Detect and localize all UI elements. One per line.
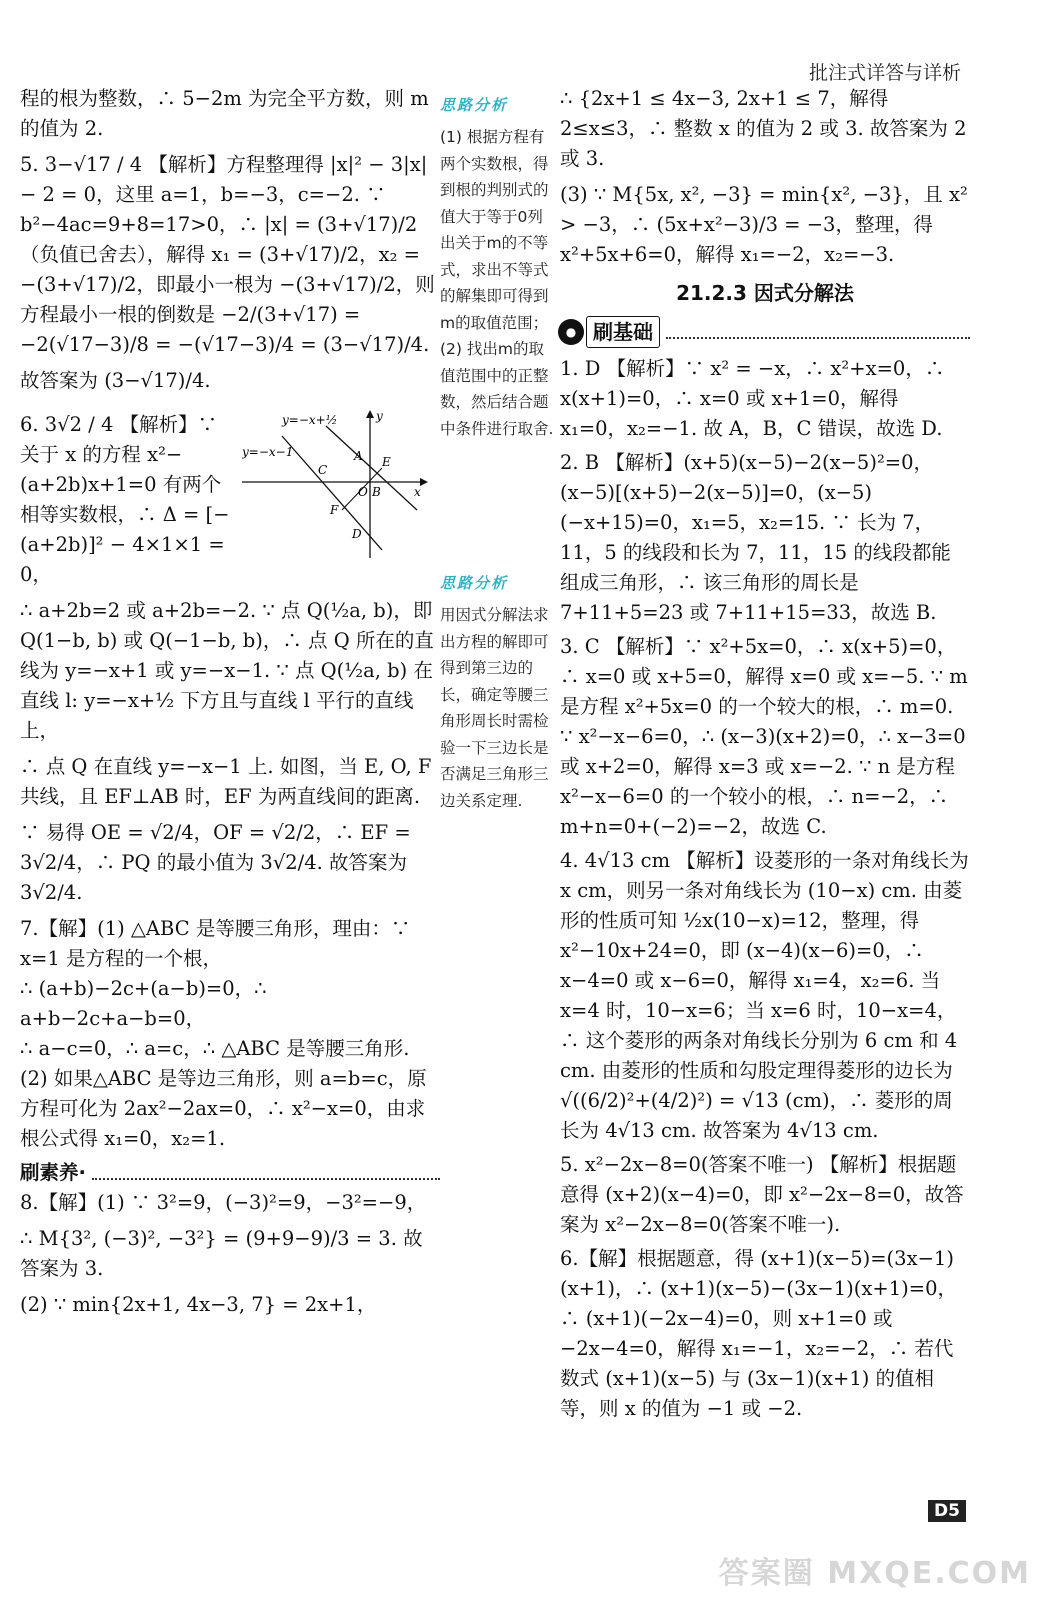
watermark: 答案圈 MXQE.COM [718,1556,1031,1591]
fig-label-E: E [382,455,391,469]
right-para-q1: 1. D 【解析】∵ x² = −x，∴ x²+x=0，∴ x(x+1)=0，∴ x=0 或 x+1=0，解得 x₁=0，x₂=−1. 故 A，B，C 错误，故选 D. [560,357,945,440]
note-text-1: (1) 根据方程有两个实数根，得到根的判别式的值大于等于0列出关于m的不等式，求出不等式的解集即可得到m的取值范围；(2) 找出m的取值范围中的正整数，然后结合题中条件进行取舍. [440,128,554,438]
fig-label-line2: y=−x−1 [242,445,294,459]
fig-label-y: y [376,410,383,423]
left-para-q6-cont: ∴ a+2b=2 或 a+2b=−2. ∵ 点 Q(½a, b)，即 Q(1−b, b) 或 Q(−1−b, b)，∴ 点 Q 所在的直线为 y=−x+1 或 y=−x−1. ∵ 点 Q(½a, b) 在直线 l: y=−x+½ 下方且与直线 l 平行的直线上， [20,599,434,742]
section-title: 21.2.3 因式分解法 [676,281,854,305]
left-para-q7-3: ∴ a−c=0，∴ a=c，∴ △ABC 是等腰三角形. [20,1037,410,1060]
left-para-q5: 5. 3−√17 / 4 【解析】方程整理得 |x|² − 3|x| − 2 = 0，这里 a=1，b=−3，c=−2. ∵ b²−4ac=9+8=17>0，∴ |x| = (3+√17)/2（负值已舍去），解得 x₁ = (3+√17)/2，x₂ = −(3+√17)/2，即最小一根为 −(3+√17)/2，则方程最小一根的倒数是 −2/(3+√17) = −2(√17−3)/8 = −(√17−3)/4 = (3−√17)/4. [20,153,435,356]
right-para-q5: 5. x²−2x−8=0(答案不唯一) 【解析】根据题意得 (x+2)(x−4)=0，即 x²−2x−8=0，故答案为 x²−2x−8=0(答案不唯一). [560,1153,964,1236]
left-para-q7-1: 7.【解】(1) △ABC 是等腰三角形，理由：∵ x=1 是方程的一个根， [20,917,411,970]
note-head-2: 思路分析 [440,574,509,592]
right-para-q6: 6.【解】根据题意，得 (x+1)(x−5)=(3x−1)(x+1)，∴ (x+1)(x−5)−(3x−1)(x+1)=0，∴ (x+1)(−2x−4)=0，则 x+1=0 或 −2x−4=0，解得 x₁=−1，x₂=−2，∴ 若代数式 (x+1)(x−5) 与 (3x−1)(x+1) 的值相等，则 x 的值为 −1 或 −2. [560,1247,957,1420]
fig-label-F: F [330,503,339,517]
right-para-q4: 4. 4√13 cm 【解析】设菱形的一条对角线长为 x cm，则另一条对角线长为 (10−x) cm. 由菱形的性质可知 ½x(10−x)=12，整理，得 x²−10x+24=0，即 (x−4)(x−6)=0，∴ x−4=0 或 x−6=0，解得 x₁=4，x₂=6. 当 x=4 时，10−x=6；当 x=6 时，10−x=4，∴ 这个菱形的两条对角线长分别为 6 cm 和 4 cm. 由菱形的性质和勾股定理得菱形的边长为 √((6/2)²+(4/2)²) = √13 (cm)，∴ 菱形的周长为 4√13 cm. 故答案为 4√13 cm. [560,849,969,1142]
fig-label-B: B [372,485,381,499]
right-para-q8-cont: ∴ {2x+1 ≤ 4x−3, 2x+1 ≤ 7，解得 2≤x≤3，∴ 整数 x 的值为 2 或 3. 故答案为 2 或 3. [560,87,967,170]
margin-notes [440,84,555,814]
left-para-q6: 6. 3√2 / 4 【解析】∵ 关于 x 的方程 x²−(a+2b)x+1=0 有两个相等实数根，∴ Δ = [−(a+2b)]² − 4×1×1 = 0， [20,413,230,586]
right-column [560,84,970,1424]
right-para-q2: 2. B 【解析】(x+5)(x−5)−2(x−5)²=0，(x−5)[(x+5)−2(x−5)]=0，(x−5)(−x+15)=0，x₁=5，x₂=15. ∵ 长为 7，11，5 的线段和长为 7，11，15 的线段都能组成三角形，∴ 该三角形的周长是 7+11+5=23 或 7+11+15=33，故选 B. [560,451,951,624]
fig-label-O: O [358,485,368,499]
badge-label: 刷基础 [586,316,660,348]
badge-icon: ● [558,319,584,345]
dotted-divider [92,1166,440,1180]
fig-label-C: C [318,463,328,477]
coordinate-figure [242,410,432,560]
left-column [20,84,440,1320]
left-para-q7-2: ∴ (a+b)−2c+(a−b)=0，∴ a+b−2c+a−b=0， [20,977,267,1030]
left-para-q8-1: 8.【解】(1) ∵ 3²=9，(−3)²=9，−3²=−9， [20,1191,427,1214]
fig-label-A: A [354,449,363,463]
note-head-1: 思路分析 [440,96,509,114]
note-text-2: 用因式分解法求出方程的解即可得到第三边的长，确定等腰三角形周长时需检验一下三边长是否满足三角形三边关系定理. [440,606,549,810]
fig-label-D: D [352,527,362,541]
fig-label-line1: y=−x+½ [282,413,338,427]
fig-label-x: x [414,485,421,499]
dotted-divider-right [666,325,970,339]
page-header: 批注式详答与详析 [808,62,961,84]
left-para-q8-3: (2) ∵ min{2x+1, 4x−3, 7} = 2x+1， [20,1293,377,1316]
left-para-q5-answer: 故答案为 (3−√17)/4. [20,369,211,392]
left-para-0: 程的根为整数，∴ 5−2m 为完全平方数，则 m 的值为 2. [20,87,429,140]
section-badge-row [558,316,970,348]
left-para-q7-4: (2) 如果△ABC 是等边三角形，则 a=b=c，原方程可化为 2ax²−2ax=0，∴ x²−x=0，由求根公式得 x₁=0，x₂=1. [20,1067,427,1150]
page-number: D5 [928,1500,966,1522]
section-label-suyang: 刷素养· [20,1161,86,1184]
left-para-q6-end: ∵ 易得 OE = √2/4，OF = √2/2，∴ EF = 3√2/4，∴ PQ 的最小值为 3√2/4. 故答案为 3√2/4. [20,821,411,904]
left-para-q8-2: ∴ M{3², (−3)², −3²} = (9+9−9)/3 = 3. 故答案为 3. [20,1227,423,1280]
right-para-q3: 3. C 【解析】∵ x²+5x=0，∴ x(x+5)=0，∴ x=0 或 x+5=0，解得 x=0 或 x=−5. ∵ m 是方程 x²+5x=0 的一个较大的根，∴ m=0. ∵ x²−x−6=0，∴ (x−3)(x+2)=0，∴ x−3=0 或 x+2=0，解得 x=3 或 x=−2. ∵ n 是方程 x²−x−6=0 的一个较小的根，∴ n=−2，∴ m+n=0+(−2)=−2，故选 C. [560,635,968,838]
section-badge [558,316,660,348]
right-para-q8-3: (3) ∵ M{5x, x², −3} = min{x², −3}，且 x² > −3，∴ (5x+x²−3)/3 = −3，整理，得 x²+5x+6=0，解得 x₁=−2，x₂=−3. [560,183,968,266]
left-para-q6-cont2: ∴ 点 Q 在直线 y=−x−1 上. 如图，当 E, O, F 共线，且 EF⊥AB 时，EF 为两直线间的距离. [20,755,432,808]
